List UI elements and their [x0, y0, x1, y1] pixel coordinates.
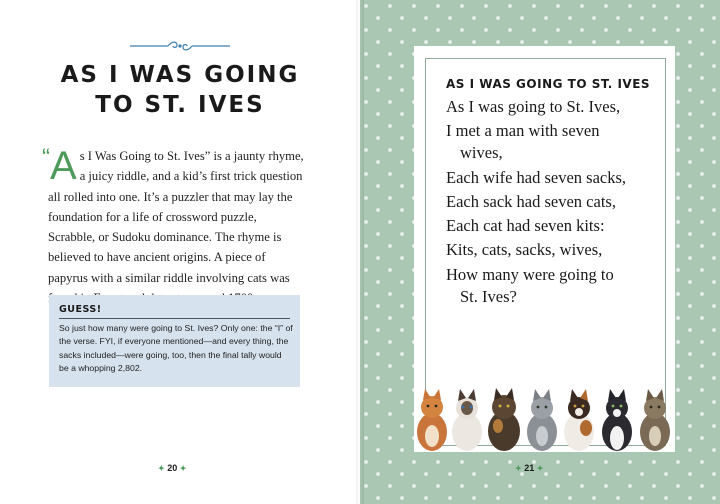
cat-tortoiseshell: [488, 388, 520, 451]
cat-ragdoll: [452, 389, 482, 451]
page-number-right-value: 21: [524, 463, 535, 473]
title-line-1: AS I WAS GOING: [60, 62, 300, 88]
page-number-left: [158, 463, 186, 473]
intro-text: s I Was Going to St. Ives” is a jaunty rhyme, a juicy riddle, and a kid’s first trick question all rolled into one. It’s a puzzler that may lay the foundation for a life of crossword puzzle, Scrabble, or Sudoku dominance. The rhyme is believed to have ancient origins. A piece of papyrus with a similar riddle involving cats was: [48, 149, 304, 285]
poem-line-text: As I was going to St. Ives,: [446, 97, 621, 116]
folio-mark-icon: ✦: [179, 464, 187, 473]
page-gutter: [356, 0, 364, 504]
poem-line-text: I met a man with seven: [446, 121, 600, 141]
folio-mark-icon: ✦: [536, 464, 544, 473]
poem-line-text: Each cat had seven kits:: [446, 216, 605, 236]
poem-line: [446, 215, 658, 237]
poem-line: [446, 167, 658, 189]
page-number-left-value: 20: [167, 463, 178, 473]
poem-line-text: How many were going to: [446, 264, 614, 284]
page-title: [40, 60, 320, 120]
seven-cats-illustration: [412, 386, 682, 452]
cat-grey-tabby: [527, 389, 557, 451]
guess-heading: GUESS!: [59, 304, 102, 315]
page-number-right: [515, 463, 543, 473]
guess-sidebar-box: [49, 295, 300, 387]
drop-cap-letter: A: [50, 144, 77, 188]
poem-line-text: Kits, cats, sacks, wives,: [446, 240, 603, 260]
intro-paragraph: [42, 144, 306, 308]
guess-divider: [59, 318, 290, 319]
cat-tabby: [640, 389, 670, 451]
poem-line: [446, 264, 658, 308]
folio-mark-icon: ✦: [158, 464, 165, 473]
folio-mark-icon: ✦: [515, 464, 522, 473]
poem-line-continuation: wives,: [460, 143, 503, 163]
poem-verse: [446, 96, 658, 310]
title-line-2: TO ST. IVES: [95, 92, 265, 118]
poem-line-continuation: St. Ives?: [460, 286, 517, 306]
poem-line-text: Each sack had seven cats,: [446, 191, 616, 211]
poem-line: [446, 96, 658, 118]
guess-text: So just how many were going to St. Ives? Only one: the “I” of the verse. FYI, if everyone mentioned—and every thing, the sacks included—were going, too, then the final tally would be a whopping 2,802.: [59, 323, 293, 373]
poem-line: [446, 191, 658, 213]
cat-tuxedo: [602, 389, 632, 451]
drop-cap: [42, 144, 77, 188]
cat-calico: [564, 389, 594, 451]
cat-orange-tabby: [417, 389, 447, 451]
poem-line: [446, 120, 658, 164]
drop-cap-quote: “: [42, 144, 50, 171]
poem-line: [446, 239, 658, 261]
poem-line-text: Each wife had seven sacks,: [446, 167, 627, 187]
scroll-flourish-icon: [130, 40, 230, 52]
poem-title: AS I WAS GOING TO ST. IVES: [446, 77, 651, 91]
